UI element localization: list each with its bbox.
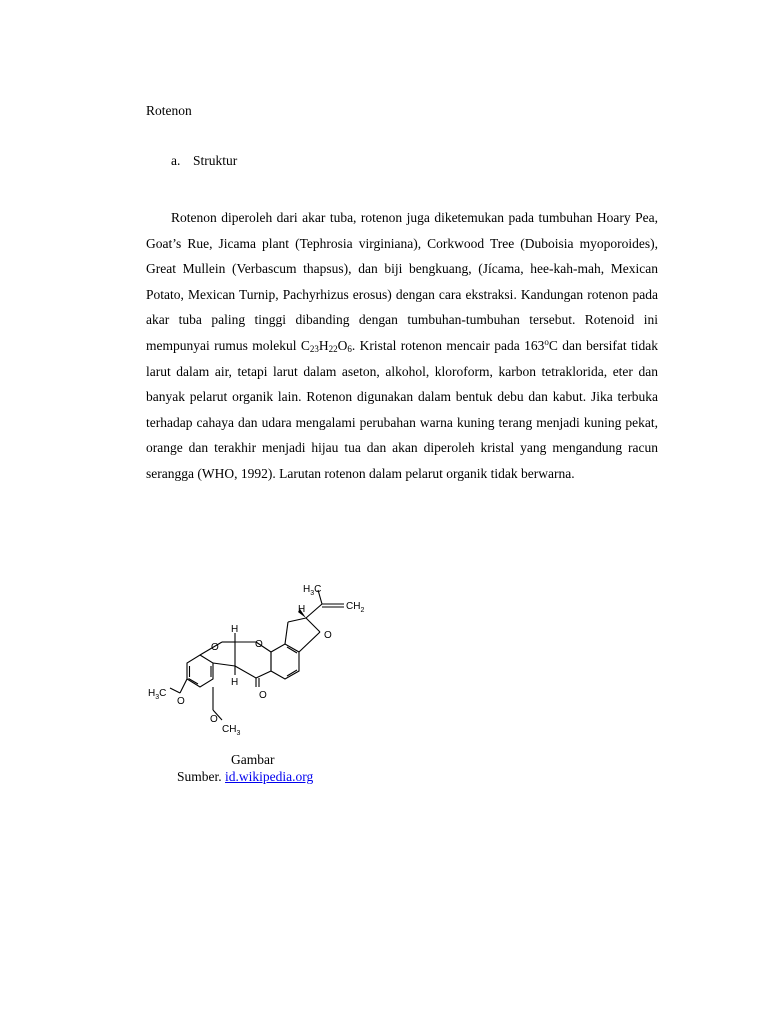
figure-caption: Gambar (231, 752, 275, 767)
source-prefix: Sumber. (177, 769, 226, 784)
svg-text:H: H (298, 604, 306, 615)
svg-text:H: H (231, 624, 239, 635)
source-link[interactable]: id.wikipedia.org (225, 769, 314, 784)
molecule-bonds (170, 590, 344, 720)
svg-text:O: O (177, 696, 185, 707)
svg-text:H: H (231, 677, 239, 688)
svg-text:CH3: $CH_3$ (222, 724, 241, 737)
svg-text:H3C: $H_3C$ (148, 688, 167, 701)
svg-text:O: O (210, 714, 218, 725)
body-paragraph (146, 205, 658, 487)
svg-text:O: O (255, 639, 263, 650)
svg-text:O: O (259, 690, 267, 701)
svg-text:H3C: $H_3C$ (303, 584, 322, 597)
section-number: a. (171, 153, 181, 168)
svg-text:O: O (324, 630, 332, 641)
figure-source (177, 769, 313, 785)
rotenone-structure-diagram (140, 570, 380, 750)
paragraph-text-2: . Kristal rotenon mencair pada 163 (351, 337, 545, 353)
document-title: Rotenon (146, 103, 192, 118)
degree-superscript: o (544, 336, 549, 347)
svg-text:CH2: $CH_2$ (346, 601, 365, 614)
paragraph-text-3: C dan bersifat tidak larut dalam air, tetapi larut dalam aseton, alkohol, kloroform, karbon tetraklorida, eter dan banyak pelarut organik lain. Rotenon digunakan dalam bentuk debu dan kabut. Jika terbuka terhadap cahaya dan udara mengalami perubahan warna kuning terang menjadi kuning pekat, orange dan terakhir menjadi hijau tua dan akan diperoleh kristal yang mengandung racun serangga (WHO, 1992). Larutan rotenon dalam pelarut organik tidak berwarna. (146, 337, 658, 481)
molecular-formula: $C_{23}H_{22}O_6$ (300, 337, 352, 354)
svg-text:O: O (211, 642, 219, 653)
section-heading (171, 153, 237, 169)
paragraph-text-1: Rotenon diperoleh dari akar tuba, rotenon juga diketemukan pada tumbuhan Hoary Pea, Goat’s Rue, Jicama plant (Tephrosia virginiana), Corkwood Tree (Duboisia myoporoides), Great Mullein (Verbascum thapsus), dan biji bengkuang, (Jícama, hee-kah-mah, Mexican Potato, Mexican Turnip, Pachyrhizus erosus) dengan cara ekstraksi. Kandungan rotenon pada akar tuba paling tinggi dibanding dengan tumbuhan-tumbuhan tersebut. Rotenoid ini mempunyai rumus molekul (146, 210, 658, 353)
section-label: Struktur (193, 153, 238, 168)
